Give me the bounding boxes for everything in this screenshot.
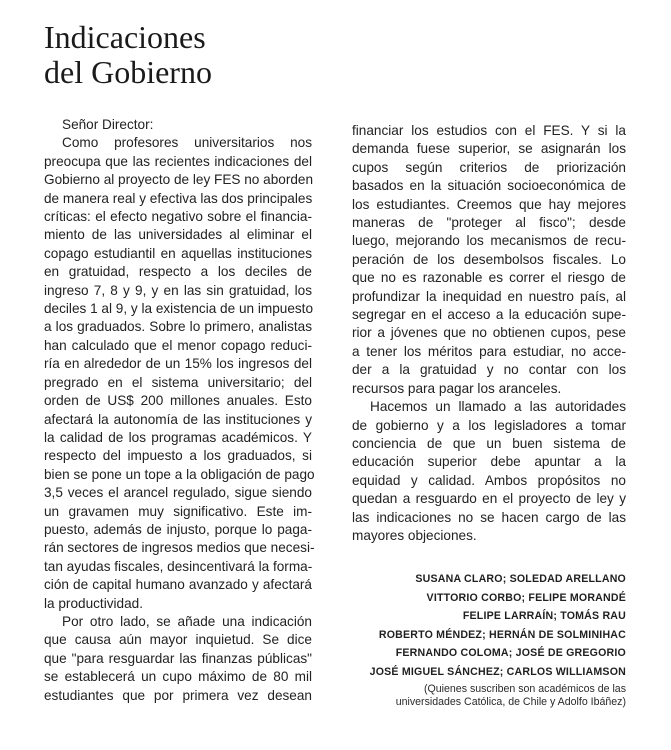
body-line: Gobierno al proyecto de ley FES no aborden [44,172,314,188]
body-line: los estudiantes. Creemos que hay mejores [352,196,626,212]
body-line: pregrado en el sistema universitario; del [44,374,312,390]
letter-right-column [352,122,626,545]
body-line: la productividad. [44,595,143,611]
authors-note-line: (Quienes suscriben son académicos de las [424,683,626,695]
body-line: que "para resguardar las finanzas públicas" [44,650,312,666]
body-line: de manera real y efectiva las dos principales [44,190,313,206]
body-line: peración de los desembolsos fiscales. Lo [352,251,626,267]
signature-line: JOSÉ MIGUEL SÁNCHEZ; CARLOS WILLIAMSON [369,665,626,678]
body-line: conciencia de que un buen sistema de [352,435,626,451]
authors-note [352,683,626,709]
body-line: preocupa que las recientes indicaciones del [44,153,312,169]
body-line: basados en la situación socioeconómica de [352,178,626,194]
body-line: se establecerá un cupo máximo de 80 mil [44,669,312,685]
body-line: maneras de "proteger al fisco"; desde [352,215,626,231]
body-line: luego, mejorando los mecanismos de recu- [352,233,626,249]
signature-line: ROBERTO MÉNDEZ; HERNÁN DE SOLMINIHAC [378,628,626,641]
body-line: a los graduados. Sobre lo primero, analistas [44,319,312,335]
body-line: afectará la autonomía de las instituciones y [44,411,312,427]
body-line: demanda fuese superior, se asignarán los [352,141,626,157]
body-line: en gratuidad, respecto a los deciles de [44,264,312,280]
body-line: deciles 1 al 9, y la existencia de un impuesto [44,301,314,317]
body-line: Como profesores universitarios nos [62,135,312,151]
signature-block [352,570,626,681]
body-line: educación superior debe apuntar a la [352,454,626,470]
signature-line: SUSANA CLARO; SOLEDAD ARELLANO [415,573,626,585]
headline [44,20,212,90]
body-line: miento de las universidades al eliminar el [44,227,312,243]
body-line: profundizar la inequidad en nuestro país, al [352,288,626,304]
signature-line: FERNANDO COLOMA; JOSÉ DE GREGORIO [395,647,626,659]
headline-line-2: del Gobierno [44,54,212,90]
body-line: 3,5 veces el arancel regulado, sigue siendo [44,485,312,501]
body-line: ría en alrededor de un 15% los ingresos del [44,356,312,372]
body-line: ción de capital humano avanzado y afectará [44,577,312,593]
body-line: mayores objeciones. [352,527,477,543]
body-line: críticas: el efecto negativo sobre el financia- [44,209,312,225]
body-line: que no es razonable es correr el riesgo de [352,270,626,286]
body-line: rán sectores de ingresos medios que necesi- [44,540,315,556]
body-line: equidad y calidad. Ambos propósitos no [352,472,626,488]
body-line: que causa aún mayor inquietud. Se dice [44,632,312,648]
body-line: respecto del impuesto a los graduados, si [44,448,312,464]
salutation: Señor Director: [62,117,154,132]
body-line: la calidad de los programas académicos. Y [44,429,312,445]
body-line: cupos según criterios de priorización [352,159,626,175]
signature-line: VITTORIO CORBO; FELIPE MORANDÉ [426,591,626,604]
body-line: tan ayudas fiscales, desincentivará la forma- [44,558,313,574]
body-line: han calculado que el menor copago reduci- [44,337,312,353]
authors-note-line: universidades Católica, de Chile y Adolfo Ibáñez) [395,696,626,708]
body-line: ingreso 7, 8 y 9, y en las sin gratuidad, los [44,282,312,298]
body-line: estudiantes que por primera vez desean [44,687,312,703]
body-line: bien se pone un tope a la obligación de pago [44,466,315,482]
body-line: un gravamen muy significativo. Este im- [44,503,312,519]
body-line: segregar en el acceso a la educación supe- [352,307,626,323]
column-cutoff [40,712,320,750]
body-line: de gobierno y a los legisladores a tomar [352,417,626,433]
body-line: a tener los méritos para estudiar, no acce- [352,343,626,359]
body-line: Por otro lado, se añade una indicación [62,613,312,629]
body-line: quedan a resguardo en el proyecto de ley y [352,491,626,507]
body-line: las indicaciones no se hacen cargo de las [352,509,626,525]
body-line: financiar los estudios con el FES. Y si la [352,123,626,138]
body-line: recursos para pagar los aranceles. [352,380,562,396]
signature-line: FELIPE LARRAÍN; TOMÁS RAU [462,610,626,622]
body-line: der a la gratuidad y no contar con los [352,362,626,378]
body-line: Hacemos un llamado a las autoridades [370,399,626,415]
body-line: copago estudiantil en aquellas instituciones [44,245,312,261]
body-line: rior a jóvenes que no obtienen cupos, pese [352,325,626,341]
letter-left-column [44,116,315,705]
body-line: orden de US$ 200 millones anuales. Esto [44,393,312,409]
headline-line-1: Indicaciones [44,19,206,55]
body-line: puesto, además de injusto, porque lo paga- [44,521,312,537]
